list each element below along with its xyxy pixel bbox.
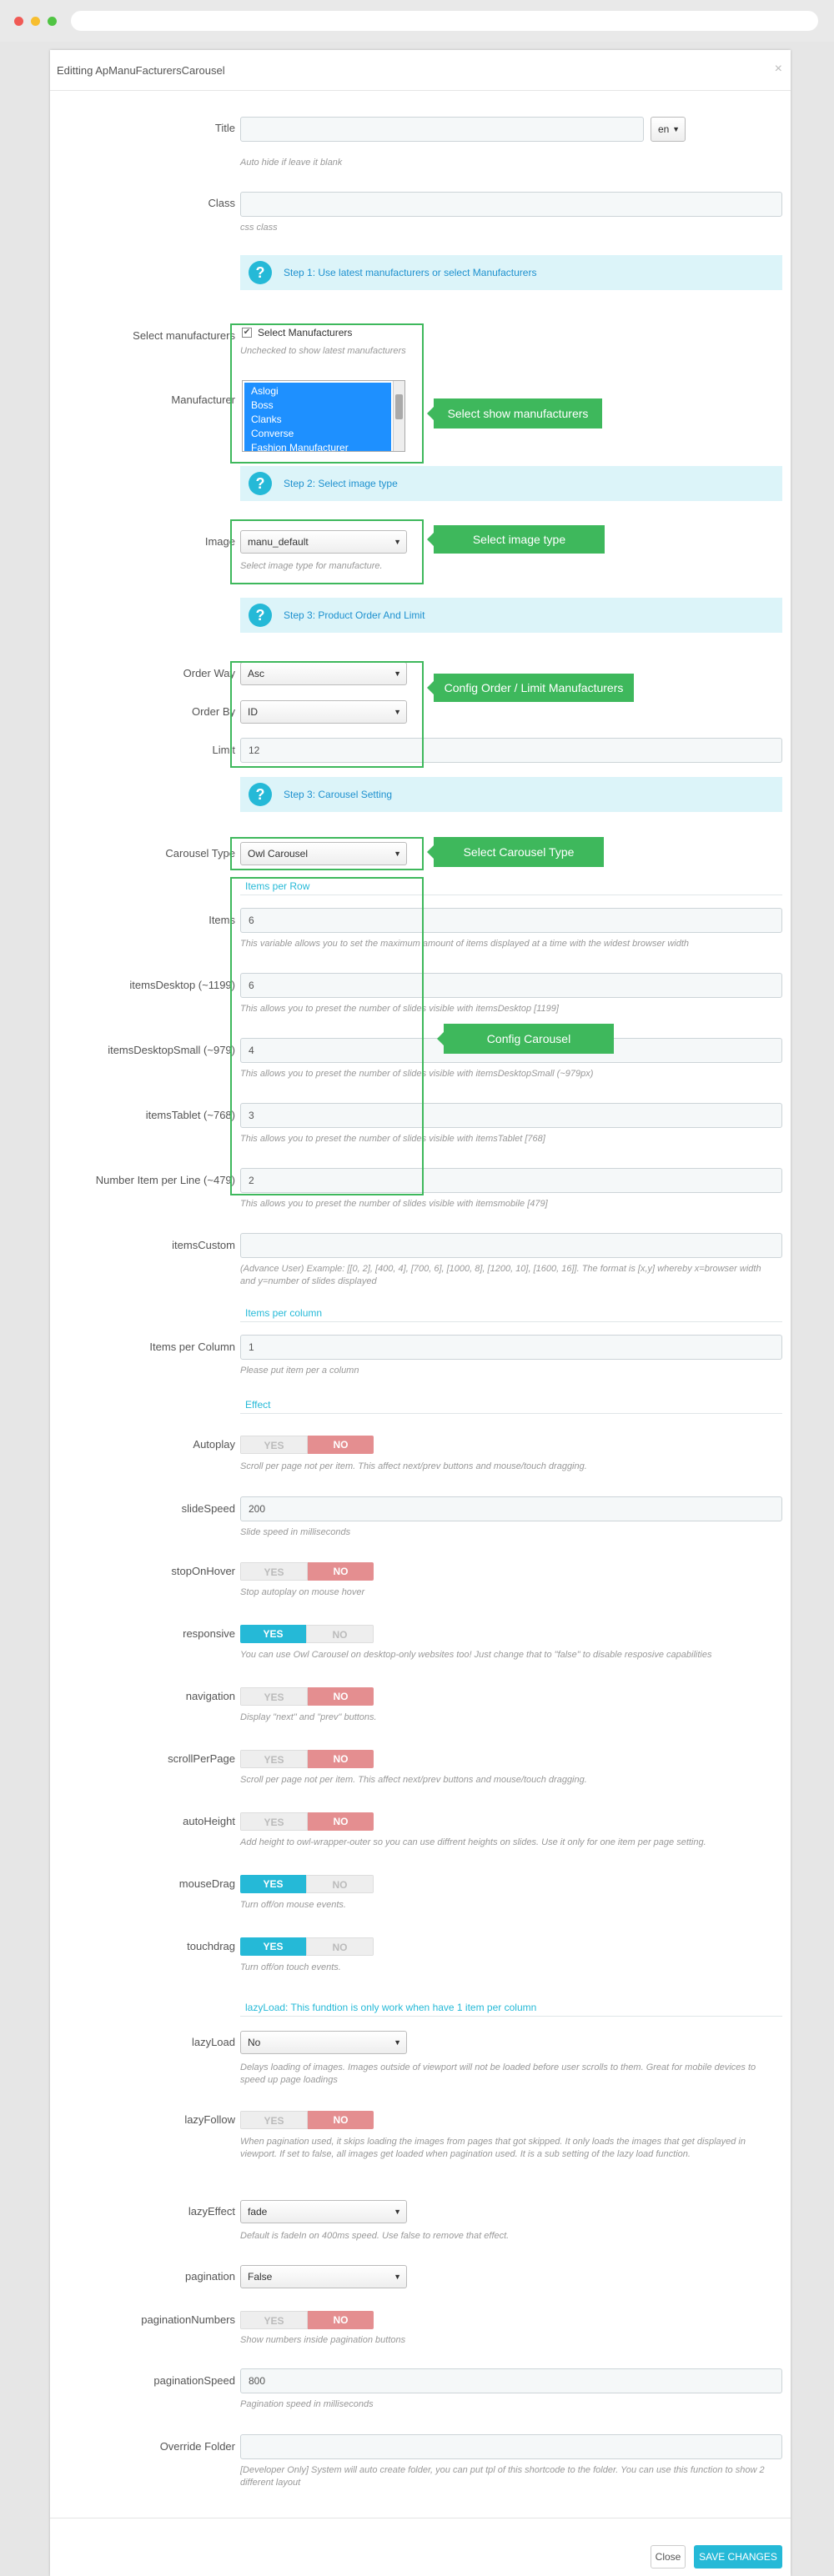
class-label: Class [208,197,235,209]
order-by-label: Order By [191,705,235,718]
stop-on-hover-label: stopOnHover [171,1565,235,1577]
items-per-column-label: Items per Column [149,1341,235,1353]
mouse-drag-toggle[interactable] [240,1875,374,1893]
items-help: This variable allows you to set the maximum amount of items displayed at a time with the widest browser width [240,939,690,949]
modal-title: Editting ApManuFacturersCarousel [57,64,225,77]
carousel-type-label: Carousel Type [165,847,235,860]
title-help: Auto hide if leave it blank [240,158,343,168]
items-per-column-help: Please put item per a column [240,1366,359,1376]
items-per-row-heading: Items per Row [240,880,782,895]
stop-on-hover-toggle[interactable] [240,1562,374,1581]
autoplay-help: Scroll per page not per item. This affect next/prev buttons and mouse/touch dragging. [240,1461,587,1471]
items-custom-input[interactable] [240,1233,782,1258]
yes-option[interactable]: YES [240,1875,306,1893]
select-manufacturers-help: Unchecked to show latest manufacturers [240,346,406,356]
pagination-speed-help: Pagination speed in milliseconds [240,2399,374,2409]
browser-chrome [0,0,834,42]
items-tablet-input[interactable]: 3 [240,1103,782,1128]
caret-down-icon: ▼ [394,849,401,858]
callout-box-order [230,661,424,768]
pagination-value: False [248,2271,273,2283]
items-mobile-help: This allows you to preset the number of slides visible with itemsmobile [479] [240,1199,548,1209]
navigation-help: Display "next" and "prev" buttons. [240,1712,377,1722]
maximize-window-icon[interactable] [48,17,57,26]
override-folder-help: [Developer Only] System will auto create folder, you can put tpl of this shortcode to the folder. You can use this function to show 2 different layout [240,2465,765,2488]
no-option[interactable]: NO [308,2111,374,2129]
manufacturer-label: Manufacturer [171,393,235,406]
items-desktop-small-label: itemsDesktopSmall (~979) [108,1044,235,1056]
touch-drag-help: Turn off/on touch events. [240,1962,341,1972]
scroll-per-page-help: Scroll per page not per item. This affect next/prev buttons and mouse/touch dragging. [240,1775,587,1785]
override-folder-input[interactable] [240,2434,782,2459]
navigation-toggle[interactable] [240,1687,374,1706]
items-mobile-label: Number Item per Line (~479) [95,1174,235,1186]
callout-manufacturers: Select show manufacturers [434,398,602,428]
title-input[interactable] [240,117,644,142]
lazy-effect-value: fade [248,2206,268,2218]
lazy-effect-help: Default is fadeIn on 400ms speed. Use false to remove that effect. [240,2231,510,2241]
callout-carousel: Config Carousel [444,1024,614,1054]
image-label: Image [204,535,235,548]
caret-down-icon: ▼ [394,538,401,546]
autoplay-toggle[interactable] [240,1436,374,1454]
select-manufacturers-checkbox[interactable]: ✔ [243,328,251,337]
caret-down-icon: ▼ [394,708,401,716]
slide-speed-label: slideSpeed [181,1502,235,1515]
step1-info [240,255,782,290]
divider [50,90,791,91]
minimize-window-icon[interactable] [31,17,40,26]
touch-drag-label: touchdrag [187,1940,235,1952]
lazy-follow-label: lazyFollow [184,2113,235,2126]
items-label: Items [208,914,235,926]
step2-text: Step 2: Select image type [284,478,398,489]
scroll-per-page-toggle[interactable] [240,1750,374,1768]
responsive-help: You can use Owl Carousel on desktop-only websites too! Just change that to "false" to disable resposive capabilities [240,1650,712,1660]
callout-order: Config Order / Limit Manufacturers [434,674,634,702]
auto-height-label: autoHeight [183,1815,235,1827]
items-desktop-label: itemsDesktop (~1199) [129,979,235,991]
manufacturer-option[interactable]: Aslogi [251,385,279,397]
items-per-column-input[interactable]: 1 [240,1335,782,1360]
caret-down-icon: ▼ [394,2038,401,2047]
no-option[interactable]: NO [306,1625,374,1643]
limit-label: Limit [212,744,235,756]
step1-text: Step 1: Use latest manufacturers or select Manufacturers [284,267,537,278]
items-custom-label: itemsCustom [172,1239,235,1251]
language-value: en [658,123,670,135]
manufacturer-option[interactable]: Clanks [251,413,282,425]
no-option[interactable]: NO [308,1562,374,1581]
mouse-drag-help: Turn off/on mouse events. [240,1900,346,1910]
callout-box-carousel-type [230,837,424,870]
caret-down-icon: ▼ [394,2273,401,2281]
yes-option[interactable]: YES [240,1562,308,1581]
items-custom-help: (Advance User) Example: [[0, 2], [400, 4], [700, 6], [1000, 8], [1200, 10], [1600, 16]]. The format is [x,y] whereby x=browser width and y=number of slides displayed [240,1264,761,1286]
yes-option[interactable]: YES [240,1812,308,1831]
manufacturer-option[interactable]: Fashion Manufacturer [251,442,349,452]
no-option[interactable]: NO [306,1937,374,1956]
question-icon: ? [249,604,272,627]
yes-option[interactable]: YES [240,1687,308,1706]
close-button[interactable]: Close [651,2545,686,2568]
callout-image: Select image type [434,525,605,554]
items-desktop-help: This allows you to preset the number of slides visible with itemsDesktop [1199] [240,1004,559,1014]
limit-input[interactable]: 12 [240,738,782,763]
slide-speed-input[interactable]: 200 [240,1496,782,1521]
address-bar[interactable] [71,11,818,31]
auto-height-help: Add height to owl-wrapper-outer so you can use diffrent heights on slides. Use it only for one item per page setting. [240,1837,706,1847]
caret-down-icon: ▼ [672,125,680,133]
no-option[interactable]: NO [306,1875,374,1893]
step3-text: Step 3: Product Order And Limit [284,609,425,621]
items-desktop-small-input[interactable]: 4 [240,1038,782,1063]
callout-box-image [230,519,424,584]
pagination-select[interactable] [240,2265,407,2288]
edit-modal [50,50,791,2576]
step3-carousel-info [240,777,782,812]
yes-option[interactable]: YES [240,1436,308,1454]
yes-option[interactable]: YES [240,1937,306,1956]
items-desktop-input[interactable]: 6 [240,973,782,998]
lazy-follow-help: When pagination used, it skips loading the images from pages that got skipped. It only loads the images that get displayed in viewport. If set to false, all images get loaded when pagination used. It is a sub setting of the lazy load function. [240,2137,746,2159]
pagination-label: pagination [185,2270,235,2283]
lazy-load-label: lazyLoad [191,2036,235,2048]
lazy-load-heading: lazyLoad: This fundtion is only work when have 1 item per column [240,2002,782,2017]
lazy-effect-label: lazyEffect [188,2205,235,2218]
mouse-drag-label: mouseDrag [178,1877,235,1890]
manufacturer-option[interactable]: Boss [251,399,274,411]
navigation-label: navigation [185,1690,235,1702]
question-icon: ? [249,783,272,806]
class-input[interactable] [240,192,782,217]
yes-option[interactable]: YES [240,1625,306,1643]
step3-carousel-text: Step 3: Carousel Setting [284,789,393,800]
items-tablet-label: itemsTablet (~768) [145,1109,235,1121]
save-changes-button[interactable]: SAVE CHANGES [694,2545,782,2568]
scroll-per-page-label: scrollPerPage [168,1752,235,1765]
yes-option[interactable]: YES [240,2111,308,2129]
select-manufacturers-checkbox-label: Select Manufacturers [258,327,353,338]
pagination-speed-label: paginationSpeed [153,2374,235,2387]
no-option[interactable]: NO [308,2311,374,2329]
pagination-numbers-help: Show numbers inside pagination buttons [240,2335,406,2345]
class-help: css class [240,223,278,233]
image-help: Select image type for manufacture. [240,561,383,571]
caret-down-icon: ▼ [394,669,401,678]
callout-box-manufacturers [230,323,424,464]
items-mobile-input[interactable]: 2 [240,1168,782,1193]
no-option[interactable]: NO [308,1436,374,1454]
yes-option[interactable]: YES [240,2311,308,2329]
effect-heading: Effect [240,1399,782,1414]
pagination-numbers-toggle[interactable] [240,2311,374,2329]
slide-speed-help: Slide speed in milliseconds [240,1527,351,1537]
lazy-load-value: No [248,2037,261,2048]
responsive-label: responsive [183,1627,235,1640]
manufacturer-option[interactable]: Converse [251,428,294,439]
step3-info [240,598,782,633]
select-manufacturers-label: Select manufacturers [133,329,235,342]
pagination-numbers-label: paginationNumbers [141,2313,235,2326]
title-label: Title [214,122,235,134]
no-option[interactable]: NO [308,1687,374,1706]
lazy-effect-select[interactable] [240,2200,407,2223]
touch-drag-toggle[interactable] [240,1937,374,1956]
lazy-follow-toggle[interactable] [240,2111,374,2129]
callout-carousel-type: Select Carousel Type [434,837,604,867]
order-way-label: Order Way [183,667,235,679]
items-per-column-heading: Items per column [240,1307,782,1322]
caret-down-icon: ▼ [394,2208,401,2216]
order-by-value: ID [248,706,258,718]
auto-height-toggle[interactable] [240,1812,374,1831]
question-icon: ? [249,472,272,495]
lazy-load-help: Delays loading of images. Images outside of viewport will not be loaded before user scrolls to them. Great for mobile devices to speed up page loadings [240,2062,756,2085]
override-folder-label: Override Folder [159,2440,235,2453]
stop-on-hover-help: Stop autoplay on mouse hover [240,1587,365,1597]
order-way-value: Asc [248,668,265,679]
carousel-type-value: Owl Carousel [248,848,309,860]
image-value: manu_default [248,536,309,548]
language-select[interactable] [651,117,686,142]
responsive-toggle[interactable] [240,1625,374,1643]
items-input[interactable]: 6 [240,908,782,933]
no-option[interactable]: NO [308,1750,374,1768]
callout-box-carousel [230,877,424,1195]
yes-option[interactable]: YES [240,1750,308,1768]
autoplay-label: Autoplay [193,1438,235,1451]
no-option[interactable]: NO [308,1812,374,1831]
items-desktop-small-help: This allows you to preset the number of slides visible with itemsDesktopSmall (~979px) [240,1069,594,1079]
close-window-icon[interactable] [14,17,23,26]
items-tablet-help: This allows you to preset the number of slides visible with itemsTablet [768] [240,1134,545,1144]
close-icon[interactable]: × [774,62,782,76]
question-icon: ? [249,261,272,284]
step2-info [240,466,782,501]
lazy-load-select[interactable] [240,2031,407,2054]
pagination-speed-input[interactable]: 800 [240,2368,782,2393]
